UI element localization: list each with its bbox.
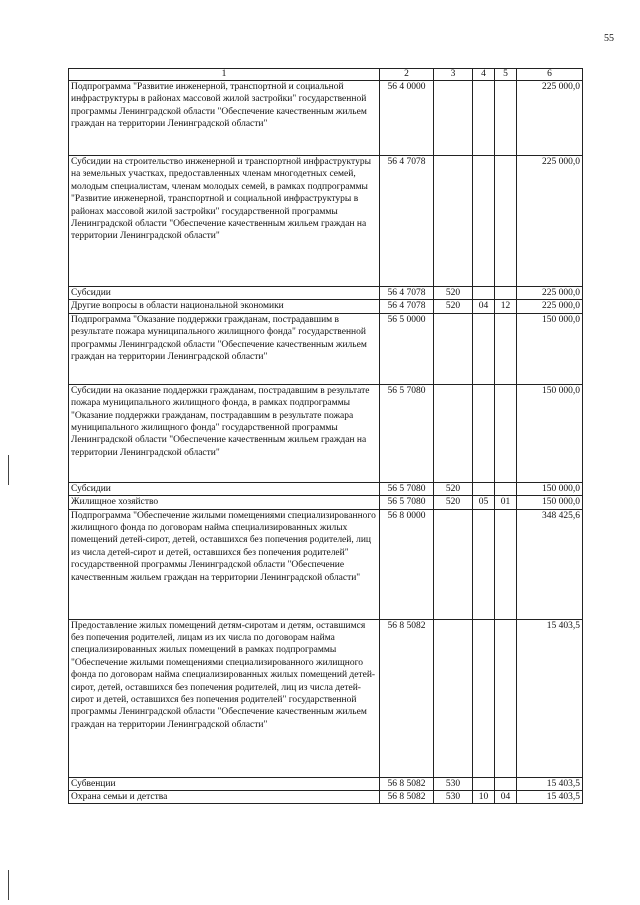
row-vr — [434, 619, 473, 777]
header-col-3: 3 — [434, 69, 473, 81]
row-csr: 56 8 5082 — [380, 791, 434, 804]
row-sum: 150 000,0 — [517, 384, 583, 482]
table-row — [69, 791, 583, 804]
table-row — [69, 384, 583, 482]
row-sum: 15 403,5 — [517, 777, 583, 790]
row-rz: 05 — [473, 496, 495, 509]
header-col-6: 6 — [517, 69, 583, 81]
row-rz — [473, 384, 495, 482]
row-sum: 225 000,0 — [517, 300, 583, 313]
scan-edge-mark — [8, 870, 9, 900]
row-pr — [495, 619, 517, 777]
row-csr: 56 8 0000 — [380, 509, 434, 619]
row-csr: 56 8 5082 — [380, 777, 434, 790]
row-pr — [495, 777, 517, 790]
row-vr: 530 — [434, 777, 473, 790]
row-name: Другие вопросы в области национальной экономики — [69, 300, 380, 313]
row-vr: 520 — [434, 482, 473, 495]
header-col-2: 2 — [380, 69, 434, 81]
table-row — [69, 300, 583, 313]
row-pr — [495, 156, 517, 287]
row-sum: 225 000,0 — [517, 287, 583, 300]
row-pr: 04 — [495, 791, 517, 804]
row-pr — [495, 81, 517, 156]
table-row — [69, 619, 583, 777]
row-name: Предоставление жилых помещений детям-сиротам и детям, оставшимся без попечения родителей, лицам из их числа по договорам найма специализированных жилых помещений в рамках подпрограммы "Обеспечение жилыми помещениями специализированного жилищного фонда по договорам найма специализированных жилых помещений детей-сирот, детей, оставшихся без попечения родителей, лиц из числа детей-сирот и детей, оставшихся без попечения родителей" государственной программы Ленинградской области "Обеспечение качественным жильем граждан на территории Ленинградской области" — [69, 619, 380, 777]
row-vr — [434, 81, 473, 156]
row-csr: 56 5 7080 — [380, 496, 434, 509]
row-rz: 04 — [473, 300, 495, 313]
table-row — [69, 509, 583, 619]
row-csr: 56 4 7078 — [380, 287, 434, 300]
table-row — [69, 313, 583, 384]
row-rz — [473, 482, 495, 495]
row-sum: 348 425,6 — [517, 509, 583, 619]
row-csr: 56 5 0000 — [380, 313, 434, 384]
row-csr: 56 5 7080 — [380, 482, 434, 495]
header-col-4: 4 — [473, 69, 495, 81]
row-pr — [495, 509, 517, 619]
row-rz: 10 — [473, 791, 495, 804]
row-rz — [473, 313, 495, 384]
table-row — [69, 156, 583, 287]
row-csr: 56 4 0000 — [380, 81, 434, 156]
scan-edge-mark — [8, 455, 9, 485]
row-vr: 520 — [434, 496, 473, 509]
row-sum: 225 000,0 — [517, 81, 583, 156]
row-vr — [434, 384, 473, 482]
row-name: Жилищное хозяйство — [69, 496, 380, 509]
row-rz — [473, 287, 495, 300]
row-pr — [495, 287, 517, 300]
budget-table — [68, 68, 583, 804]
row-pr — [495, 384, 517, 482]
header-col-1: 1 — [69, 69, 380, 81]
row-vr: 520 — [434, 300, 473, 313]
row-pr — [495, 482, 517, 495]
row-sum: 150 000,0 — [517, 496, 583, 509]
row-csr: 56 5 7080 — [380, 384, 434, 482]
row-name: Охрана семьи и детства — [69, 791, 380, 804]
row-sum: 225 000,0 — [517, 156, 583, 287]
row-vr: 530 — [434, 791, 473, 804]
row-rz — [473, 509, 495, 619]
row-name: Субсидии на оказание поддержки гражданам, пострадавшим в результате пожара муниципального жилищного фонда, в рамках подпрограммы "Оказание поддержки гражданам, пострадавшим в результате пожара муниципального жилищного фонда" государственной программы Ленинградской области "Обеспечение качественным жильем граждан на территории Ленинградской области" — [69, 384, 380, 482]
row-vr: 520 — [434, 287, 473, 300]
table-row — [69, 482, 583, 495]
row-name: Подпрограмма "Обеспечение жилыми помещениями специализированного жилищного фонда по договорам найма специализированных жилых помещений детей-сирот, детей, оставшихся без попечения родителей, лиц из числа детей-сирот и детей, оставшихся без попечения родителей" государственной программы Ленинградской области "Обеспечение качественным жильем граждан на территории Ленинградской области" — [69, 509, 380, 619]
table-row — [69, 777, 583, 790]
row-csr: 56 4 7078 — [380, 156, 434, 287]
row-csr: 56 8 5082 — [380, 619, 434, 777]
row-sum: 15 403,5 — [517, 619, 583, 777]
row-name: Субсидии — [69, 287, 380, 300]
row-sum: 150 000,0 — [517, 482, 583, 495]
row-rz — [473, 81, 495, 156]
row-name: Подпрограмма "Оказание поддержки гражданам, пострадавшим в результате пожара муниципального жилищного фонда" государственной программы Ленинградской области "Обеспечение качественным жильем граждан на территории Ленинградской области" — [69, 313, 380, 384]
table-row — [69, 496, 583, 509]
row-vr — [434, 313, 473, 384]
row-rz — [473, 619, 495, 777]
row-name: Субсидии — [69, 482, 380, 495]
row-name: Субсидии на строительство инженерной и транспортной инфраструктуры на земельных участках, предоставленных членам многодетных семей, молодым специалистам, членам молодых семей, в рамках подпрограммы "Развитие инженерной, транспортной и социальной инфраструктуры в районах массовой жилой застройки" государственной программы Ленинградской области "Обеспечение качественным жильем граждан на территории Ленинградской области" — [69, 156, 380, 287]
row-csr: 56 4 7078 — [380, 300, 434, 313]
row-name: Подпрограмма "Развитие инженерной, транспортной и социальной инфраструктуры в районах массовой жилой застройки" государственной программы Ленинградской области "Обеспечение качественным жильем граждан на территории Ленинградской области" — [69, 81, 380, 156]
row-pr: 12 — [495, 300, 517, 313]
row-vr — [434, 156, 473, 287]
row-sum: 15 403,5 — [517, 791, 583, 804]
header-col-5: 5 — [495, 69, 517, 81]
row-pr — [495, 313, 517, 384]
table-header-row — [69, 69, 583, 81]
page-number: 55 — [604, 33, 614, 44]
table-row — [69, 81, 583, 156]
row-vr — [434, 509, 473, 619]
row-pr: 01 — [495, 496, 517, 509]
row-sum: 150 000,0 — [517, 313, 583, 384]
table-row — [69, 287, 583, 300]
row-rz — [473, 777, 495, 790]
row-rz — [473, 156, 495, 287]
row-name: Субвенции — [69, 777, 380, 790]
